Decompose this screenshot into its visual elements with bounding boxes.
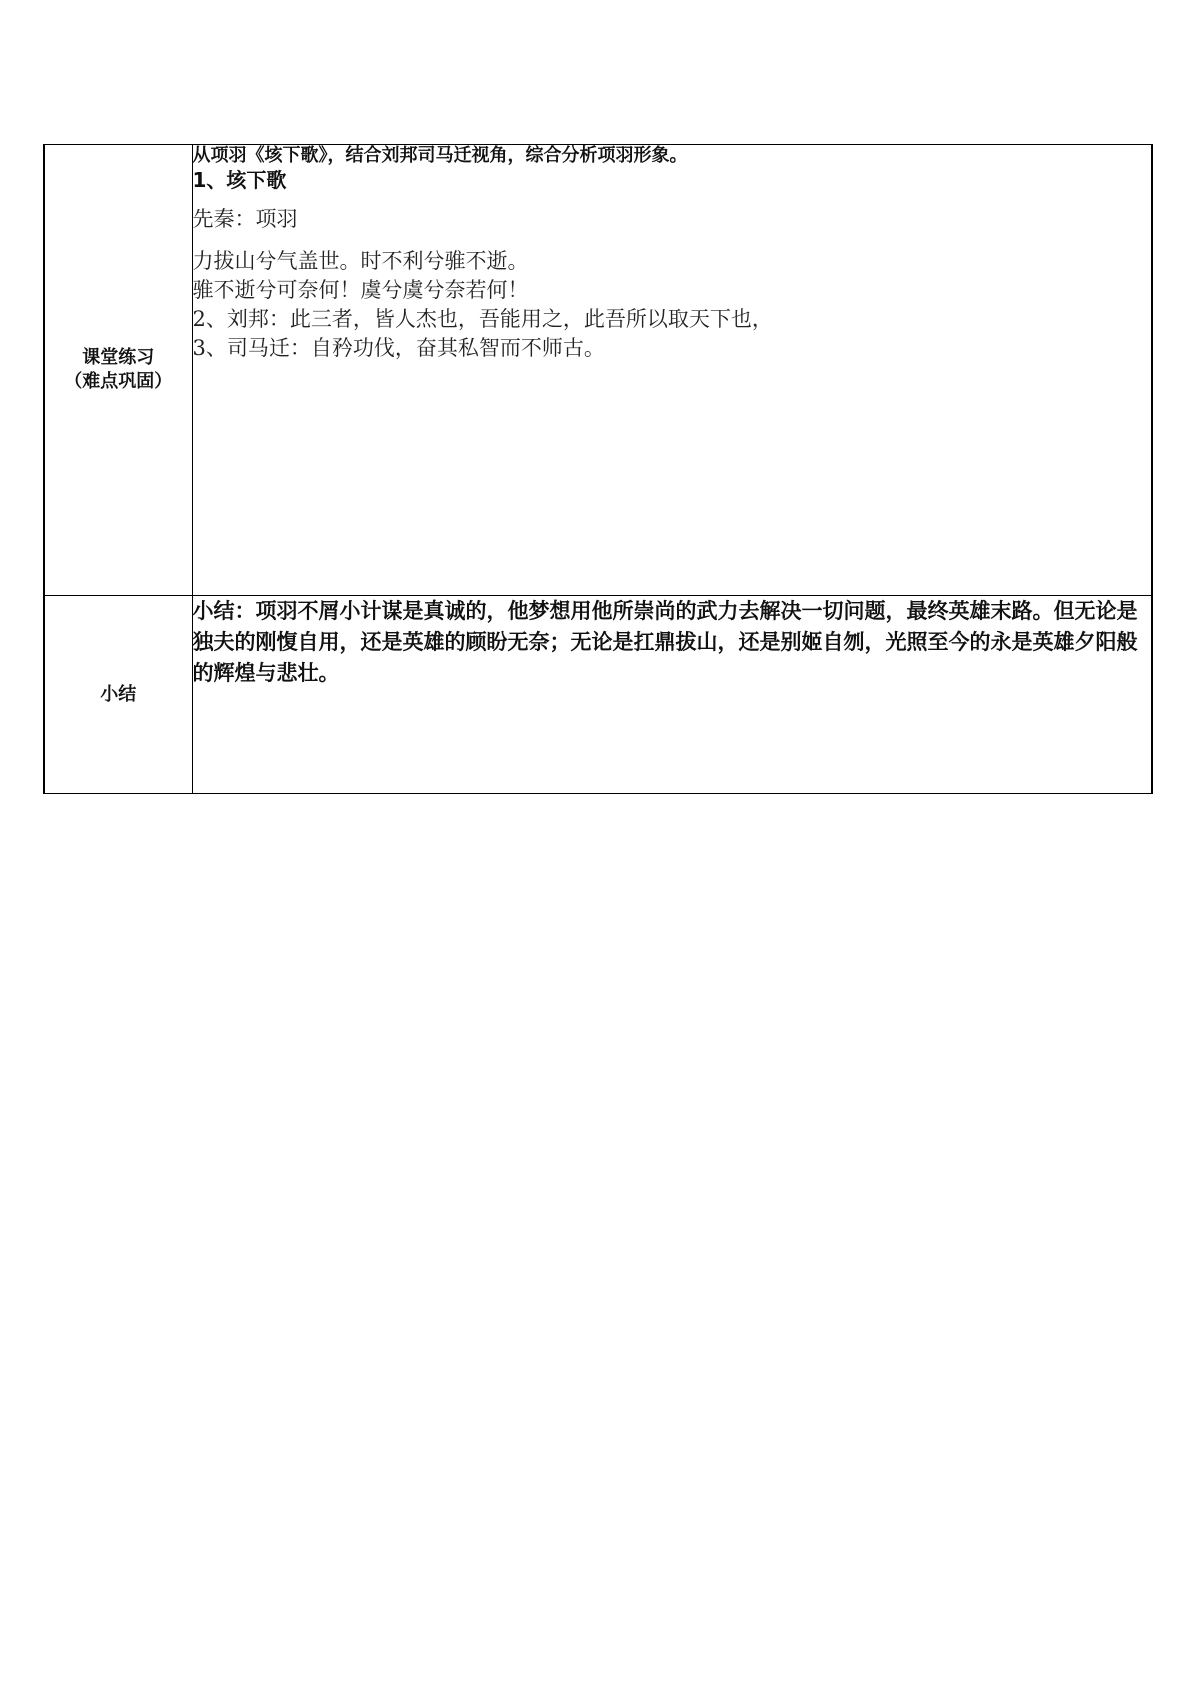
- poem-line: 骓不逝兮可奈何！虞兮虞兮奈若何！: [192, 278, 529, 302]
- exercise-sublabel: （难点巩固）: [64, 371, 173, 392]
- liu-bang-quote: 2、刘邦：此三者，皆人杰也，吾能用之，此吾所以取天下也，: [192, 307, 773, 331]
- summary-row: [44, 596, 1152, 794]
- poem-title: 1、垓下歌: [192, 168, 287, 192]
- summary-content-cell: [192, 596, 1152, 794]
- summary-label-cell: [44, 596, 192, 794]
- poem-line: 力拔山兮气盖世。时不利兮骓不逝。: [192, 249, 529, 273]
- lesson-table: [43, 144, 1153, 794]
- summary-label: 小结: [100, 683, 137, 705]
- sima-qian-quote: 3、司马迁：自矜功伐，奋其私智而不师古。: [192, 336, 605, 360]
- exercise-label-cell: [44, 145, 192, 596]
- poem-and-quotes: [193, 247, 1152, 363]
- exercise-row: [44, 145, 1152, 596]
- exercise-label: 课堂练习: [82, 347, 155, 368]
- exercise-content-cell: [192, 145, 1152, 596]
- poem-author: 先秦：项羽: [192, 207, 298, 231]
- summary-text: 小结：项羽不屑小计谋是真诚的，他梦想用他所崇尚的武力去解决一切问题，最终英雄末路。但无论是独夫的刚愎自用，还是英雄的顾盼无奈；无论是扛鼎拔山，还是别姬自刎，光照至今的永是英雄夕阳般的辉煌与悲壮。: [192, 599, 1138, 685]
- task-instruction: 从项羽《垓下歌》，结合刘邦司马迁视角，综合分析项羽形象。: [192, 145, 688, 166]
